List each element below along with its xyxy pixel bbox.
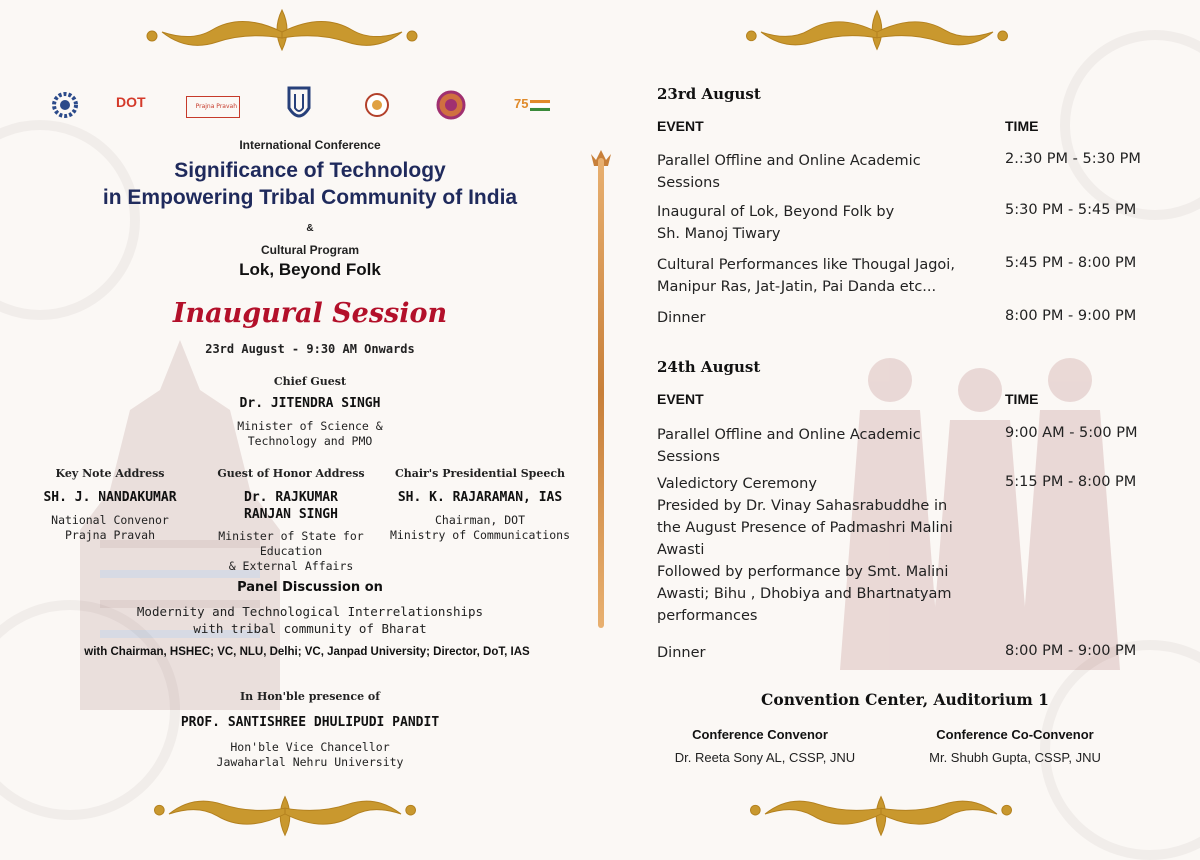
center-divider	[598, 158, 604, 628]
schedule-row-event	[657, 150, 921, 194]
schedule-row-time: 5:45 PM - 8:00 PM	[1005, 255, 1137, 271]
keynote-role-line2: Prajna Pravah	[64, 528, 155, 542]
co-convenor-name: Mr. Shubh Gupta, CSSP, JNU	[929, 750, 1101, 765]
inaugural-session-title: Inaugural Session	[172, 298, 448, 329]
background-swirl	[1060, 30, 1200, 220]
event-line: Parallel Offline and Online Academic	[657, 153, 921, 169]
schedule-row-event	[657, 424, 921, 468]
event-line: Awasti	[657, 542, 705, 558]
chief-guest-label: Chief Guest	[273, 375, 347, 388]
schedule-row-event	[657, 307, 705, 329]
presence-role	[160, 740, 460, 770]
event-line: Followed by performance by Smt. Malini	[657, 564, 949, 580]
schedule-row-time: 5:15 PM - 8:00 PM	[1005, 474, 1137, 490]
cultural-program-label: Cultural Program	[260, 243, 359, 257]
keynote-name: SH. J. NANDAKUMAR	[43, 490, 177, 505]
convenor-name: Dr. Reeta Sony AL, CSSP, JNU	[674, 750, 856, 765]
event-line: Parallel Offline and Online Academic	[657, 427, 921, 443]
guest-of-honor-name-line1: Dr. RAJKUMAR	[244, 490, 338, 505]
keynote-role-line1: National Convenor	[51, 513, 169, 527]
co-convenor-label: Conference Co-Convenor	[936, 727, 1094, 742]
guest-of-honor-block	[188, 467, 394, 574]
azadi-amrit-mahotsav-logo	[512, 94, 552, 118]
day-1-title: 23rd August	[657, 85, 761, 103]
keynote-label: Key Note Address	[55, 467, 165, 480]
partner-logos-row	[50, 86, 570, 126]
schedule-row-event	[657, 201, 894, 245]
presence-label: In Hon'ble presence of	[239, 690, 381, 703]
schedule-row-time: 9:00 AM - 5:00 PM	[1005, 425, 1138, 441]
event-line: Sessions	[657, 175, 720, 191]
chief-guest-role-line2: Technology and PMO	[247, 434, 373, 448]
schedule-row-time: 5:30 PM - 5:45 PM	[1005, 202, 1137, 218]
event-line: Manipur Ras, Jat-Jatin, Pai Danda etc...	[657, 279, 937, 295]
presence-name: PROF. SANTISHREE DHULIPUDI PANDIT	[180, 715, 440, 730]
venue: Convention Center, Auditorium 1	[761, 690, 1049, 709]
conference-title-line1: Significance of Technology	[174, 159, 446, 182]
panel-discussion-heading: Panel Discussion on	[237, 580, 383, 595]
chair-speech-role-line1: Chairman, DOT	[434, 513, 525, 527]
inaugural-session-time: 23rd August - 9:30 AM Onwards	[205, 342, 415, 356]
event-line: Cultural Performances like Thougal Jagoi,	[657, 257, 955, 273]
svg-text:75: 75	[514, 96, 529, 111]
schedule-row-time: 2.:30 PM - 5:30 PM	[1005, 151, 1141, 167]
prajna-pravah-logo	[186, 96, 240, 118]
chair-speech-label: Chair's Presidential Speech	[394, 467, 566, 480]
guest-of-honor-name-line2: RANJAN SINGH	[244, 507, 338, 522]
ampersand: &	[306, 223, 314, 234]
event-line: Dinner	[657, 645, 706, 661]
chief-guest-role-line1: Minister of Science &	[237, 419, 383, 433]
day-2-title: 24th August	[657, 358, 761, 376]
panel-participants: with Chairman, HSHEC; VC, NLU, Delhi; VC, Janpad University; Director, DoT, IAS	[84, 646, 530, 658]
event-line: Sh. Manoj Tiwary	[657, 226, 781, 242]
conference-label: International Conference	[239, 138, 381, 152]
schedule-row-time: 8:00 PM - 9:00 PM	[1005, 308, 1137, 324]
event-line: Valedictory Ceremony	[657, 476, 817, 492]
university-seal-logo	[364, 92, 390, 118]
day-2-time-header: TIME	[1005, 391, 1039, 407]
institute-seal-logo	[436, 90, 466, 120]
day-1-event-header: EVENT	[657, 118, 704, 134]
schedule-row-event	[657, 254, 955, 298]
dot-logo: DOT	[116, 94, 146, 110]
chief-guest-name: Dr. JITENDRA SINGH	[239, 396, 381, 411]
event-line: Inaugural of Lok, Beyond Folk by	[657, 204, 895, 220]
chair-speech-role-line2: Ministry of Communications	[389, 528, 570, 542]
chair-speech-block	[380, 467, 580, 543]
event-line: Presided by Dr. Vinay Sahasrabuddhe in	[657, 498, 948, 514]
day-2-event-header: EVENT	[657, 391, 704, 407]
keynote-speaker-block	[10, 467, 210, 543]
guest-of-honor-role-line1: Minister of State for Education	[218, 529, 364, 558]
presence-role-line2: Jawaharlal Nehru University	[216, 755, 404, 769]
schedule-row-time: 8:00 PM - 9:00 PM	[1005, 643, 1137, 659]
guest-of-honor-label: Guest of Honor Address	[217, 467, 365, 480]
cultural-program-title: Lok, Beyond Folk	[239, 260, 381, 279]
event-line: Dinner	[657, 310, 706, 326]
event-line: Sessions	[657, 449, 720, 465]
prajna-pravah-logo-text: Prajna Pravah	[195, 103, 237, 110]
gold-flourish-top-right-ornament	[732, 2, 1022, 62]
panel-topic-line2: with tribal community of Bharat	[193, 621, 427, 636]
chair-speech-name: SH. K. RAJARAMAN, IAS	[397, 490, 563, 505]
convenor-label: Conference Convenor	[692, 727, 828, 742]
background-swirl	[0, 120, 140, 320]
event-line: performances	[657, 608, 758, 624]
conference-title	[40, 157, 580, 211]
event-line: Awasti; Bihu , Dhobiya and Bhartnatyam	[657, 586, 952, 602]
gold-flourish-bottom-left-ornament	[140, 784, 430, 844]
gold-flourish-top-left-ornament	[132, 2, 432, 62]
schedule-row-event	[657, 642, 705, 664]
event-line: the August Presence of Padmashri Malini	[657, 520, 953, 536]
panel-topic-line1: Modernity and Technological Interrelationships	[136, 604, 484, 619]
panel-discussion-topic	[60, 603, 560, 637]
guest-of-honor-role-line2: & External Affairs	[228, 559, 354, 573]
gold-flourish-bottom-right-ornament	[736, 784, 1026, 844]
chief-guest-role	[190, 419, 430, 449]
jnu-logo	[286, 86, 312, 124]
day-1-time-header: TIME	[1005, 118, 1039, 134]
gear-emblem-logo	[52, 92, 78, 118]
conference-title-line2: in Empowering Tribal Community of India	[102, 186, 518, 209]
schedule-row-event	[657, 473, 953, 627]
presence-role-line1: Hon'ble Vice Chancellor	[230, 740, 390, 754]
